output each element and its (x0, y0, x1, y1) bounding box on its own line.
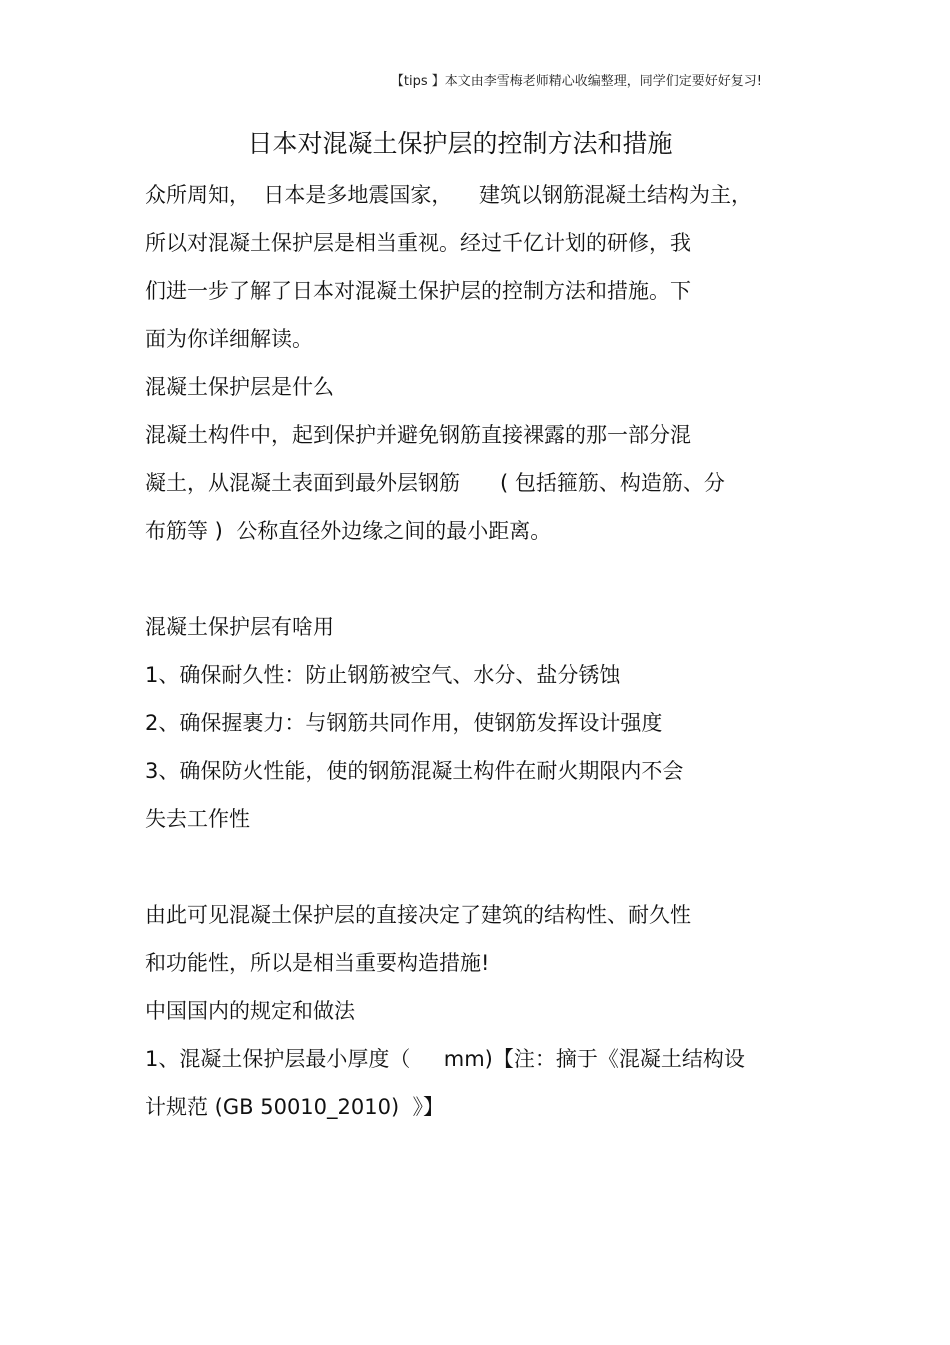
list-item: 1、确保耐久性：防止钢筋被空气、水分、盐分锈蚀 (145, 663, 621, 687)
paragraph-line: 们进一步了解了日本对混凝土保护层的控制方法和措施。下 (145, 279, 691, 303)
list-item: 3、确保防火性能，使的钢筋混凝土构件在耐火期限内不会 (145, 759, 684, 783)
paragraph-line: 由此可见混凝土保护层的直接决定了建筑的结构性、耐久性 (145, 903, 691, 927)
paragraph-line: 布筋等 ) 公称直径外边缘之间的最小距离。 (145, 519, 552, 543)
paragraph-line: 众所周知， 日本是多地震国家， 建筑以钢筋混凝土结构为主， (145, 183, 753, 207)
section-heading: 混凝土保护层是什么 (145, 375, 334, 399)
section-heading: 混凝土保护层有啥用 (145, 615, 334, 639)
paragraph-line: 所以对混凝土保护层是相当重视。经过千亿计划的研修，我 (145, 231, 691, 255)
list-item: 计规范 (GB 50010_2010) 》】 (145, 1095, 445, 1119)
paragraph-line: 和功能性，所以是相当重要构造措施! (145, 951, 490, 975)
list-item: 失去工作性 (145, 807, 250, 831)
paragraph-line: 凝土，从混凝土表面到最外层钢筋 ( 包括箍筋、构造筋、分 (145, 471, 725, 495)
section-heading: 中国国内的规定和做法 (145, 999, 355, 1023)
list-item: 2、确保握裹力：与钢筋共同作用，使钢筋发挥设计强度 (145, 711, 663, 735)
paragraph-line: 面为你详细解读。 (145, 327, 313, 351)
header-tip: 【tips 】本文由李雪梅老师精心收编整理，同学们定要好好复习! (390, 74, 762, 89)
page-title: 日本对混凝土保护层的控制方法和措施 (247, 129, 673, 158)
paragraph-line: 混凝土构件中，起到保护并避免钢筋直接裸露的那一部分混 (145, 423, 691, 447)
list-item: 1、混凝土保护层最小厚度（ mm)【注：摘于《混凝土结构设 (145, 1047, 745, 1071)
